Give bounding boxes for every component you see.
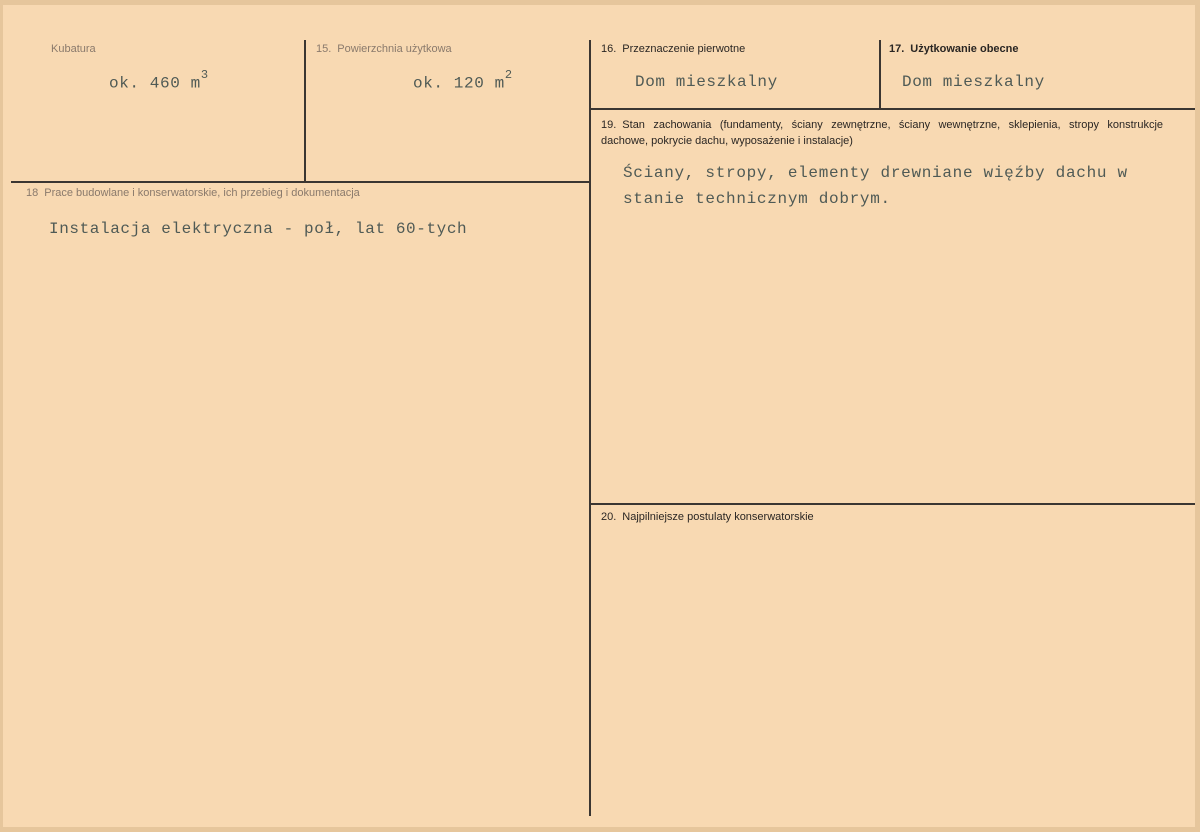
powierzchnia-value: ok. 120 $m^2$ (413, 68, 513, 93)
stan-label: 19. Stan zachowania (fundamenty, ściany zewnętrzne, ściany wewnętrzne, sklepienia, stropy konstrukcje dachowe, pokrycie dachu, wyposażenie i instalacje) (601, 119, 1163, 147)
uzytkowanie-value: Dom mieszkalny (902, 73, 1045, 91)
uzytkowanie-label: 17. Użytkowanie obecne (889, 43, 1019, 55)
kubatura-value: ok. 460 $m^3$ (109, 68, 209, 93)
postulaty-label: 20. Najpilniejsze postulaty konserwatorskie (601, 511, 814, 523)
prace-value: Instalacja elektryczna - poł, lat 60-tych (49, 220, 468, 238)
rule-przeznaczenie-uzytkowanie-divider (879, 40, 881, 108)
rule-kubatura-powierzchnia-divider (304, 40, 306, 181)
kubatura-label: Kubatura (51, 43, 96, 55)
przeznaczenie-value: Dom mieszkalny (635, 73, 778, 91)
powierzchnia-label: 15. Powierzchnia użytkowa (316, 43, 452, 55)
przeznaczenie-label: 16. Przeznaczenie pierwotne (601, 43, 746, 55)
rule-section-20-top (591, 503, 1195, 505)
rule-top-row-bottom-right (591, 108, 1195, 110)
prace-label: 18 Prace budowlane i konserwatorskie, ich przebieg i dokumentacja (26, 187, 360, 199)
rule-top-row-bottom-left (11, 181, 591, 183)
rule-center-vertical (589, 40, 591, 816)
stan-value: Ściany, stropy, elementy drewniane więźby dachu w stanie technicznym dobrym. (623, 164, 1128, 208)
